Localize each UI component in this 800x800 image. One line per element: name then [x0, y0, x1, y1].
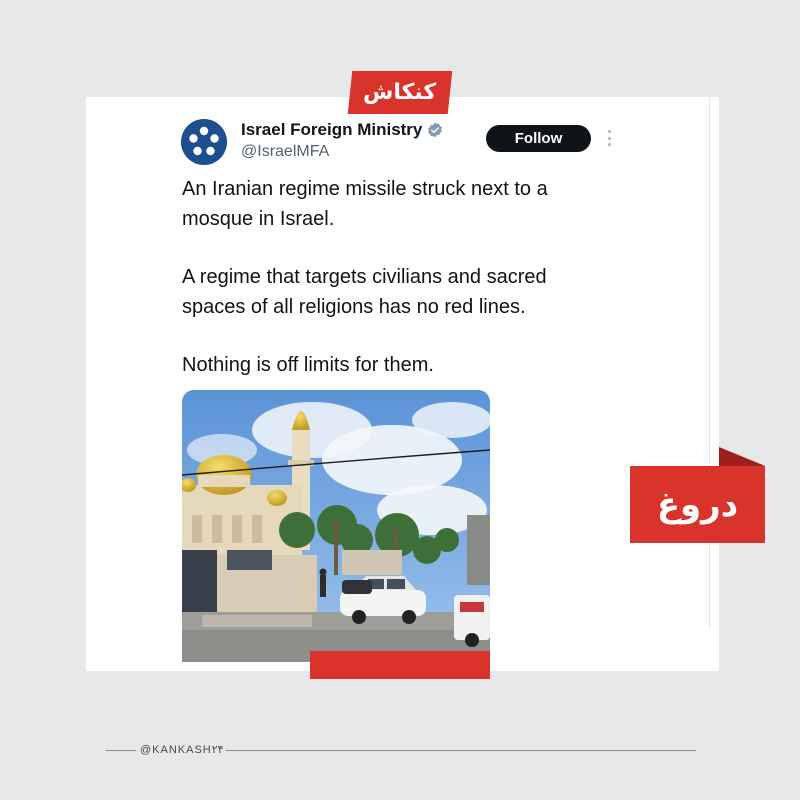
author-name[interactable]: Israel Foreign Ministry [241, 120, 423, 139]
tweet-paragraph-3: Nothing is off limits for them. [182, 354, 434, 376]
israel-mfa-logo-icon [181, 119, 227, 165]
card-divider [709, 97, 710, 627]
more-options-icon[interactable] [604, 128, 614, 148]
brand-logo-text: کنکاش [363, 80, 437, 105]
verdict-false-label: دروغ [630, 466, 765, 543]
tweet-paragraph-1: An Iranian regime missile struck next to a mosque in Israel. [182, 178, 548, 230]
tweet-text [182, 175, 612, 381]
brand-logo [348, 71, 453, 114]
footer-divider-right [226, 750, 696, 751]
accent-bar [310, 651, 490, 679]
verdict-tag-fold [719, 447, 765, 466]
footer-divider-left [106, 750, 136, 751]
follow-button[interactable]: Follow [486, 125, 591, 152]
footer-handle: @KANKASH۲۴ [140, 744, 224, 756]
avatar[interactable] [181, 119, 227, 165]
tweet-media-photo[interactable] [182, 390, 490, 662]
author-handle[interactable]: @IsraelMFA [241, 143, 330, 160]
mosque-photo [182, 390, 490, 662]
tweet-paragraph-2: A regime that targets civilians and sacred spaces of all religions has no red lines. [182, 266, 547, 318]
author-name-row[interactable] [241, 120, 443, 140]
verified-badge-icon [427, 122, 443, 138]
